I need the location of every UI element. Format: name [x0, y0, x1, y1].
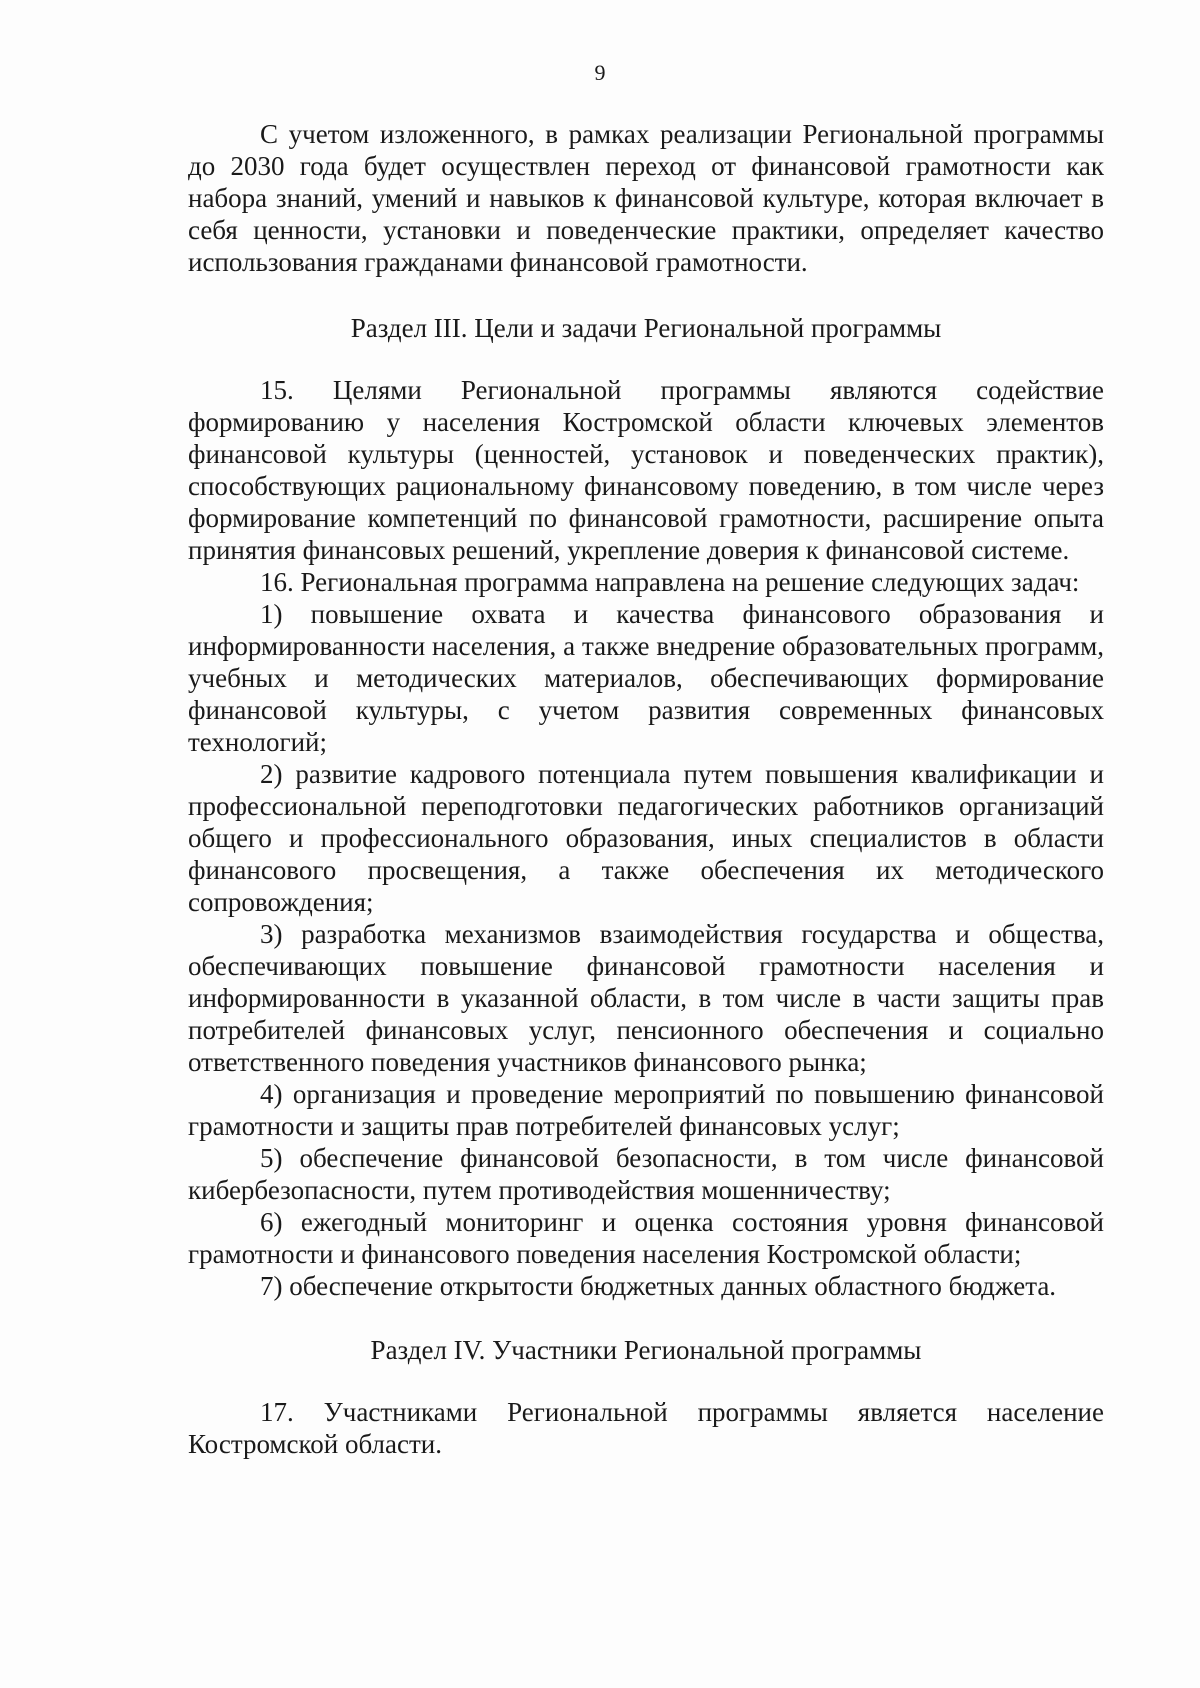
- task-item-1: 1) повышение охвата и качества финансового образования и информированности населения, а также внедрение образовательных программ, учебных и методических материалов, обеспечивающих формирование финансовой культуры, с учетом развития современных финансовых технологий;: [188, 599, 1104, 757]
- section-heading-4: Раздел IV. Участники Региональной программы: [370, 1335, 922, 1365]
- task-item-4: 4) организация и проведение мероприятий по повышению финансовой грамотности и защиты прав потребителей финансовых услуг;: [188, 1079, 1104, 1141]
- spacer: [188, 344, 1104, 374]
- document-body: [188, 118, 1104, 1460]
- spacer: [188, 278, 1104, 312]
- spacer: [188, 1302, 1104, 1334]
- task-item-7: 7) обеспечение открытости бюджетных данных областного бюджета.: [260, 1271, 1057, 1301]
- paragraph-17: 17. Участниками Региональной программы является население Костромской области.: [188, 1397, 1104, 1459]
- paragraph-15: 15. Целями Региональной программы являются содействие формированию у населения Костромской области ключевых элементов финансовой культуры (ценностей, установок и поведенческих практик), способствующих рациональному финансовому поведению, в том числе через формирование компетенций по финансовой грамотности, расширение опыта принятия финансовых решений, укрепление доверия к финансовой системе.: [188, 375, 1104, 565]
- paragraph-intro: С учетом изложенного, в рамках реализации Региональной программы до 2030 года будет осуществлен переход от финансовой грамотности как набора знаний, умений и навыков к финансовой культуре, которая включает в себя ценности, установки и поведенческие практики, определяет качество использования гражданами финансовой грамотности.: [188, 119, 1104, 277]
- task-item-2: 2) развитие кадрового потенциала путем повышения квалификации и профессиональной переподготовки педагогических работников организаций общего и профессионального образования, иных специалистов в области финансового просвещения, а также обеспечения их методического сопровождения;: [188, 759, 1104, 917]
- page-number: 9: [594, 60, 606, 85]
- paragraph-16: 16. Региональная программа направлена на решение следующих задач:: [260, 567, 1080, 597]
- task-item-3: 3) разработка механизмов взаимодействия государства и общества, обеспечивающих повышение финансовой грамотности населения и информированности в указанной области, в том числе в части защиты прав потребителей финансовых услуг, пенсионного обеспечения и социально ответственного поведения участников финансового рынка;: [188, 919, 1104, 1077]
- spacer: [188, 1366, 1104, 1396]
- section-heading-3: Раздел III. Цели и задачи Региональной программы: [350, 313, 942, 343]
- task-item-6: 6) ежегодный мониторинг и оценка состояния уровня финансовой грамотности и финансового поведения населения Костромской области;: [188, 1207, 1104, 1269]
- task-item-5: 5) обеспечение финансовой безопасности, в том числе финансовой кибербезопасности, путем противодействия мошенничеству;: [188, 1143, 1104, 1205]
